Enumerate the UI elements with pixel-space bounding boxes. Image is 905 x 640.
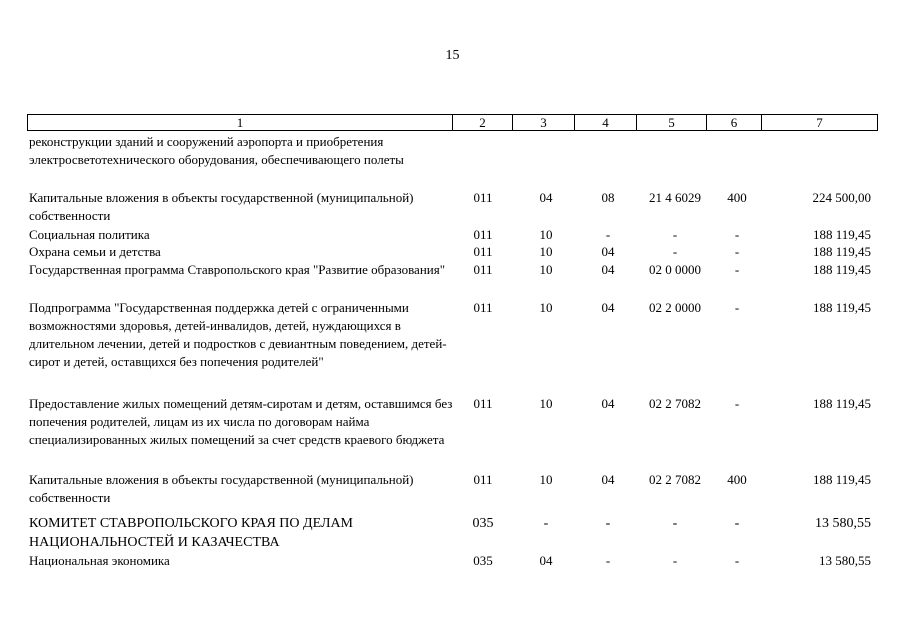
row-code-4: - (605, 227, 611, 242)
row-code-6: - (734, 300, 740, 315)
row-code-2: 011 (473, 472, 493, 487)
column-header-6: 6 (707, 115, 762, 131)
row-name: Подпрограмма "Государственная поддержка детей с ограниченными возможностями здоровья, детей-инвалидов, детей, нуждающихся в длительном лечении, детей и подростков с девиантным поведением, детей-сирот и детей, оставщихся без попечения родителей" (29, 300, 447, 369)
column-header-4: 4 (575, 115, 637, 131)
row-code-5: 02 2 7082 (649, 396, 701, 411)
row-name: реконструкции зданий и сооружений аэропорта и приобретения электросветотехнического оборудования, обеспечивающего полеты (29, 134, 404, 167)
row-code-4: 04 (601, 300, 615, 315)
column-header-5: 5 (637, 115, 707, 131)
row-name: Охрана семьи и детства (29, 244, 161, 259)
row-code-6: - (734, 262, 740, 277)
row-name: Социальная политика (29, 227, 150, 242)
row-code-5: - (672, 244, 678, 259)
row-name: Национальная экономика (29, 553, 170, 568)
row-code-4: 04 (601, 472, 615, 487)
row-code-6: 400 (727, 190, 747, 205)
row-code-5: - (672, 553, 678, 568)
row-code-5: - (672, 516, 678, 531)
row-amount: 188 119,45 (812, 227, 871, 242)
row-code-5: 02 2 0000 (649, 300, 701, 315)
row-name: Капитальные вложения в объекты государственной (муниципальной) собственности (29, 190, 414, 223)
row-code-2: 011 (473, 300, 493, 315)
row-amount: 188 119,45 (812, 472, 871, 487)
row-amount: 188 119,45 (812, 396, 871, 411)
column-header-7: 7 (762, 115, 878, 131)
row-amount: 188 119,45 (812, 300, 871, 315)
row-code-6: - (734, 227, 740, 242)
row-code-6: - (734, 553, 740, 568)
row-code-3: 10 (539, 262, 553, 277)
row-code-4: - (605, 516, 611, 531)
column-header-1: 1 (28, 115, 453, 131)
row-code-3: 10 (539, 227, 553, 242)
row-name: Капитальные вложения в объекты государственной (муниципальной) собственности (29, 472, 414, 505)
row-code-5: 02 2 7082 (649, 472, 701, 487)
row-name: КОМИТЕТ СТАВРОПОЛЬСКОГО КРАЯ ПО ДЕЛАМ НАЦИОНАЛЬНОСТЕЙ И КАЗАЧЕСТВА (29, 516, 353, 550)
row-code-2: 011 (473, 227, 493, 242)
row-code-3: 04 (539, 553, 553, 568)
column-header-2: 2 (453, 115, 513, 131)
row-code-3: 10 (539, 472, 553, 487)
row-amount: 188 119,45 (812, 262, 871, 277)
row-code-4: - (605, 553, 611, 568)
row-code-2: 035 (473, 553, 493, 568)
row-code-6: - (734, 396, 740, 411)
row-code-5: - (672, 227, 678, 242)
row-code-2: 011 (473, 190, 493, 205)
row-code-6: - (734, 516, 740, 531)
row-amount: 13 580,55 (815, 516, 871, 531)
row-name: Предоставление жилых помещений детям-сиротам и детям, оставшимся без попечения родителей, лицам из их числа по договорам найма специализированных жилых помещений за счет средств краевого бюджета (29, 396, 453, 447)
row-code-4: 04 (601, 262, 615, 277)
row-code-2: 011 (473, 396, 493, 411)
row-code-3: - (543, 516, 549, 531)
row-code-3: 10 (539, 244, 553, 259)
row-code-2: 035 (472, 516, 494, 531)
row-code-3: 10 (539, 300, 553, 315)
row-code-3: 10 (539, 396, 553, 411)
page-number: 15 (445, 48, 460, 63)
row-amount: 13 580,55 (819, 553, 871, 568)
row-code-6: - (734, 244, 740, 259)
row-code-4: 04 (601, 244, 615, 259)
row-amount: 188 119,45 (812, 244, 871, 259)
column-header-3: 3 (513, 115, 575, 131)
row-code-3: 04 (539, 190, 553, 205)
row-code-5: 02 0 0000 (649, 262, 701, 277)
row-code-4: 04 (601, 396, 615, 411)
row-name: Государственная программа Ставропольского края "Развитие образования" (29, 262, 446, 277)
row-code-2: 011 (473, 244, 493, 259)
row-code-4: 08 (601, 190, 615, 205)
row-amount: 224 500,00 (812, 190, 871, 205)
row-code-6: 400 (727, 472, 747, 487)
row-code-5: 21 4 6029 (649, 190, 701, 205)
row-code-2: 011 (473, 262, 493, 277)
